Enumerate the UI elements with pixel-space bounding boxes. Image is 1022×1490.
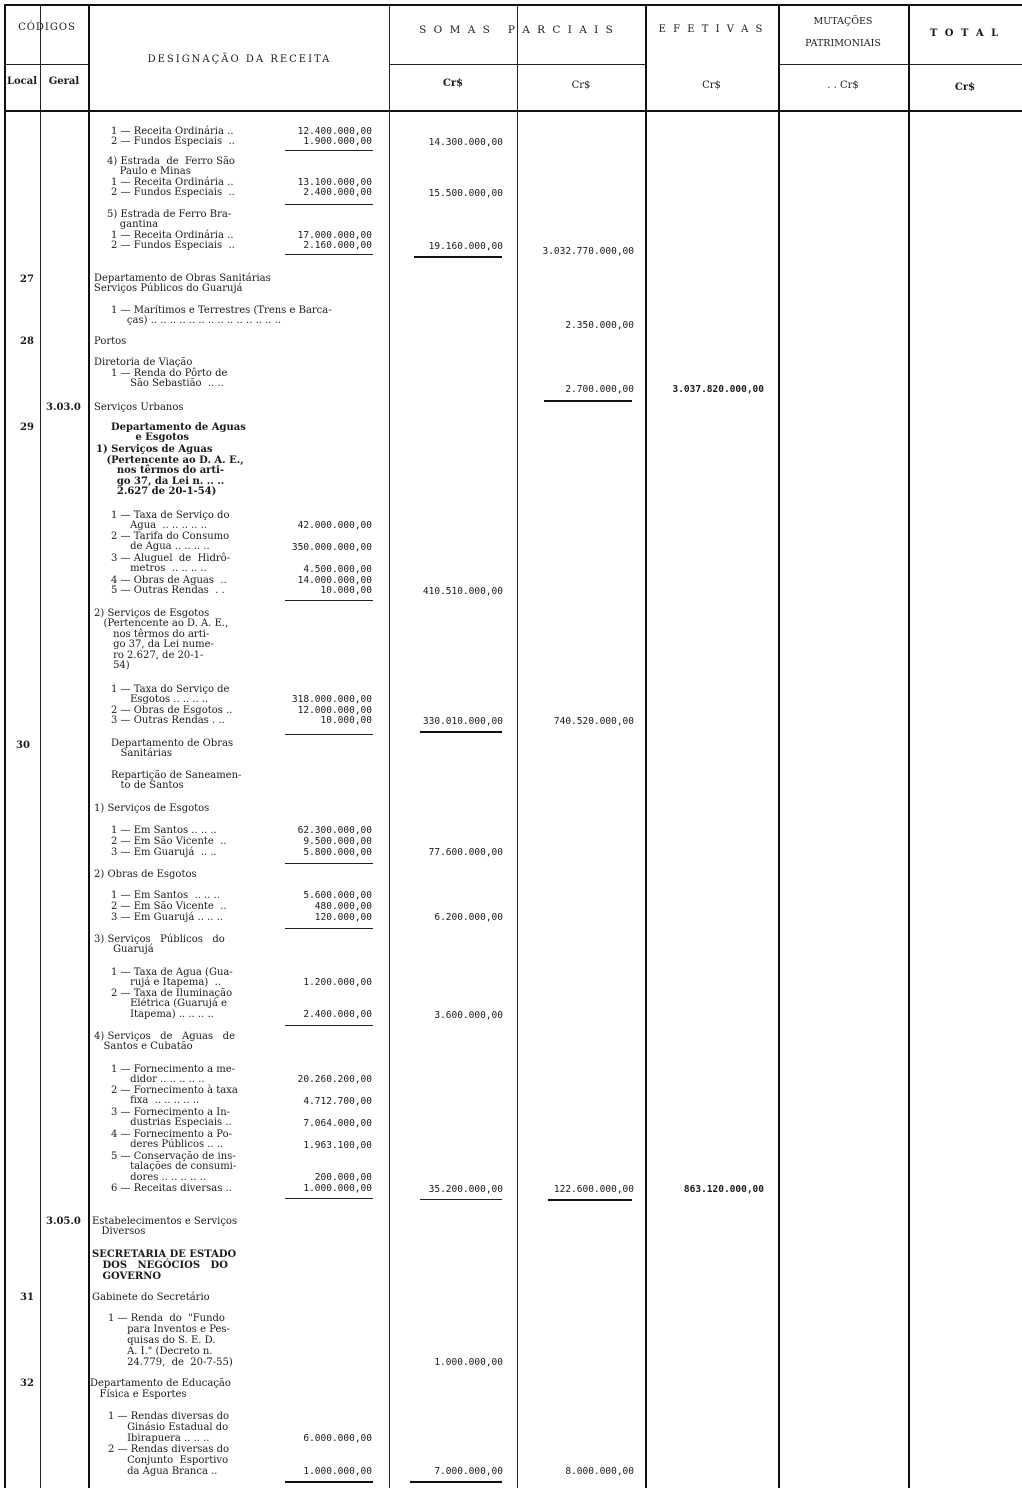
revenue-line: 1 — Receita Ordinária ..	[111, 177, 234, 188]
partial-sum: 122.600.000,00	[553, 1184, 634, 1195]
revenue-line: 1 — Fornecimento a me-	[111, 1064, 236, 1075]
item-amount: 4.500.000,00	[303, 564, 372, 575]
header-designacao: DESIGNAÇÃO DA RECEITA	[147, 54, 332, 65]
header-bottom-rule	[4, 110, 1022, 112]
code-local: 32	[20, 1378, 34, 1389]
revenue-line: 1 — Em Santos .. .. ..	[111, 890, 220, 901]
item-amount: 10.000,00	[320, 715, 372, 726]
revenue-line: deres Públicos .. ..	[111, 1139, 224, 1150]
revenue-line: DOS NEGÓCIOS DO	[92, 1260, 228, 1271]
code-local: 27	[20, 274, 34, 285]
revenue-line: 1 — Taxa de Serviço do	[111, 510, 230, 521]
item-amount: 10.000,00	[320, 585, 372, 596]
partial-sum: 7.000.000,00	[434, 1466, 503, 1477]
revenue-line: 1 — Renda do Pôrto de	[111, 368, 228, 379]
code-local: 31	[20, 1292, 34, 1303]
sum-rule	[285, 254, 373, 255]
revenue-line: Departamento de Educação	[90, 1378, 231, 1389]
sum-rule	[285, 1025, 373, 1026]
revenue-line: 2 — Fundos Especiais ..	[111, 187, 235, 198]
partial-sum: 1.000.000,00	[434, 1357, 503, 1368]
item-amount: 2.400.000,00	[303, 187, 372, 198]
column-rule	[645, 4, 647, 1488]
revenue-line: quisas do S. E. D.	[108, 1335, 216, 1346]
revenue-line: 2 — Fornecimento à taxa	[111, 1085, 238, 1096]
partial-sum: 2.700.000,00	[565, 384, 634, 395]
item-amount: 200.000,00	[314, 1172, 372, 1183]
revenue-line: 1 — Em Santos .. .. ..	[111, 825, 217, 836]
item-amount: 350.000.000,00	[291, 542, 372, 553]
revenue-line: 2 — Em São Vicente ..	[111, 836, 227, 847]
revenue-line: 2 — Tarifa do Consumo	[111, 531, 230, 542]
partial-sum: 740.520.000,00	[553, 716, 634, 727]
revenue-line: Gabinete do Secretário	[92, 1292, 210, 1303]
revenue-line: 3 — Em Guarujá .. .. ..	[111, 912, 223, 923]
column-rule	[4, 4, 6, 1488]
partial-sum: 14.300.000,00	[428, 137, 503, 148]
item-amount: 1.200.000,00	[303, 977, 372, 988]
sum-rule	[548, 1199, 632, 1201]
column-rule	[389, 4, 390, 1488]
revenue-line: de Agua .. .. .. ..	[111, 541, 210, 552]
currency-label: Cr$	[442, 78, 464, 89]
revenue-line: ro 2.627, de 20-1-	[94, 650, 204, 661]
revenue-line: Paulo e Minas	[107, 166, 191, 177]
revenue-line: go 37, da Lei n. .. ..	[96, 476, 225, 487]
item-amount: 17.000.000,00	[297, 230, 372, 241]
revenue-line: e Esgotos	[111, 432, 190, 443]
revenue-line: Diversos	[92, 1226, 146, 1237]
sum-rule	[285, 150, 373, 151]
item-amount: 13.100.000,00	[297, 177, 372, 188]
revenue-line: Elétrica (Guarujá e	[111, 998, 227, 1009]
revenue-line: 1) Serviços de Esgotos	[94, 803, 210, 814]
partial-sum: 15.500.000,00	[428, 188, 503, 199]
partial-sum: 77.600.000,00	[428, 847, 503, 858]
code-geral: 3.05.0	[46, 1216, 81, 1227]
column-rule	[517, 4, 518, 1488]
column-rule	[40, 4, 41, 1488]
item-amount: 12.000.000,00	[297, 705, 372, 716]
revenue-line: 1 — Taxa do Serviço de	[111, 684, 230, 695]
revenue-line: 1 — Renda do "Fundo	[108, 1313, 225, 1324]
header-efetivas: E F E T I V A S	[658, 24, 765, 35]
item-amount: 1.000.000,00	[303, 1466, 372, 1477]
revenue-line: Física e Esportes	[90, 1389, 187, 1400]
revenue-line: rujá e Itapema) ..	[111, 977, 221, 988]
revenue-line: Diretoria de Viação	[94, 357, 193, 368]
header-local: Local	[6, 76, 38, 87]
header-top-rule	[4, 4, 1022, 6]
header-codigos: CÓDIGOS	[18, 22, 76, 33]
currency-label: Cr$	[702, 80, 721, 91]
revenue-line: Serviços Urbanos	[94, 402, 184, 413]
header-patrimoniais: PATRIMONIAIS	[805, 38, 881, 49]
partial-sum: 3.600.000,00	[434, 1010, 503, 1021]
revenue-line: A. I." (Decreto n.	[108, 1346, 213, 1357]
revenue-line: GOVERNO	[92, 1271, 162, 1282]
revenue-line: 5 — Outras Rendas . .	[111, 585, 225, 596]
header-geral: Geral	[48, 76, 80, 87]
revenue-line: 1 — Rendas diversas do	[108, 1411, 230, 1422]
currency-label: Cr$	[571, 80, 591, 91]
revenue-line: Estabelecimentos e Serviços	[92, 1216, 238, 1227]
item-amount: 2.160.000,00	[303, 240, 372, 251]
revenue-line: para Inventos e Pes-	[108, 1324, 230, 1335]
revenue-line: 4) Estrada de Ferro São	[107, 156, 235, 167]
revenue-line: 5 — Conservação de ins-	[111, 1151, 236, 1162]
revenue-line: 2 — Fundos Especiais ..	[111, 136, 235, 147]
revenue-line: Repartição de Saneamen-	[111, 770, 242, 781]
revenue-line: 1 — Taxa de Agua (Gua-	[111, 967, 233, 978]
item-amount: 2.400.000,00	[303, 1009, 372, 1020]
revenue-line: 3 — Em Guarujá .. ..	[111, 847, 217, 858]
revenue-line: 2) Serviços de Esgotos	[94, 608, 210, 619]
revenue-line: fixa .. .. .. .. ..	[111, 1095, 200, 1106]
revenue-line: dores .. .. .. .. ..	[111, 1172, 207, 1183]
sum-rule	[285, 734, 373, 735]
sum-rule	[285, 1481, 373, 1483]
partial-sum: 410.510.000,00	[422, 586, 503, 597]
item-amount: 318.000.000,00	[291, 694, 372, 705]
sum-rule	[285, 863, 373, 864]
item-amount: 7.064.000,00	[303, 1118, 372, 1129]
code-local: 29	[20, 422, 34, 433]
sum-rule	[420, 1199, 502, 1200]
revenue-line: 3) Serviços Públicos do	[94, 934, 225, 945]
revenue-line: SECRETARIA DE ESTADO	[92, 1249, 237, 1260]
revenue-line: Departamento de Aguas	[111, 422, 246, 433]
column-rule	[778, 4, 780, 1488]
revenue-line: 5) Estrada de Ferro Bra-	[107, 209, 232, 220]
sum-rule	[285, 600, 373, 601]
revenue-line: Departamento de Obras Sanitárias	[94, 273, 271, 284]
revenue-line: talações de consumi-	[111, 1161, 237, 1172]
revenue-line: Guarujá	[94, 944, 154, 955]
revenue-line: 4) Serviços de Aguas de	[94, 1031, 235, 1042]
revenue-line: (Pertencente ao D. A. E.,	[94, 618, 229, 629]
revenue-line: Ibirapuera .. .. ..	[108, 1433, 210, 1444]
code-local: 28	[20, 336, 34, 347]
partial-sum: 3.032.770.000,00	[542, 246, 634, 257]
item-amount: 4.712.700,00	[303, 1096, 372, 1107]
revenue-line: 3 — Outras Rendas . ..	[111, 715, 225, 726]
revenue-line: Esgotos .. .. .. ..	[111, 694, 209, 705]
partial-sum: 8.000.000,00	[565, 1466, 634, 1477]
sum-rule	[285, 1198, 373, 1199]
partial-sum: 330.010.000,00	[422, 716, 503, 727]
revenue-line: 2 — Taxa de Iluminação	[111, 988, 233, 999]
revenue-line: 2 — Obras de Esgotos ..	[111, 705, 233, 716]
revenue-line: Conjunto Esportivo	[108, 1455, 229, 1466]
column-rule	[88, 4, 90, 1488]
revenue-line: nos têrmos do arti-	[94, 629, 210, 640]
revenue-line: 4 — Fornecimento a Po-	[111, 1129, 232, 1140]
revenue-line: Departamento de Obras	[111, 738, 234, 749]
sum-rule	[420, 731, 502, 733]
item-amount: 480.000,00	[314, 901, 372, 912]
revenue-line: 24.779, de 20-7-55)	[108, 1357, 233, 1368]
revenue-line: Ginásio Estadual do	[108, 1422, 229, 1433]
revenue-line: to de Santos	[111, 780, 184, 791]
mutacoes-subheader-rule	[778, 64, 1022, 65]
sum-rule	[414, 256, 502, 258]
revenue-line: 3 — Fornecimento a In-	[111, 1107, 231, 1118]
partial-sum: 35.200.000,00	[428, 1184, 503, 1195]
revenue-line: Santos e Cubatão	[94, 1041, 193, 1052]
item-amount: 9.500.000,00	[303, 836, 372, 847]
effective-amount: 863.120.000,00	[683, 1184, 764, 1195]
revenue-line: go 37, da Lei nume-	[94, 639, 214, 650]
revenue-line: Portos	[94, 336, 127, 347]
revenue-line: dustrias Especiais ..	[111, 1117, 232, 1128]
revenue-line: 3 — Aluguel de Hidrô-	[111, 553, 231, 564]
currency-label: Cr$	[954, 82, 976, 93]
partial-sum: 6.200.000,00	[434, 912, 503, 923]
item-amount: 5.800.000,00	[303, 847, 372, 858]
partial-sum: 19.160.000,00	[428, 241, 503, 252]
currency-label: . . Cr$	[827, 80, 859, 91]
header-total: T O T A L	[929, 28, 1001, 39]
revenue-line: 1 — Receita Ordinária ..	[111, 230, 234, 241]
item-amount: 1.963.100,00	[303, 1140, 372, 1151]
sum-rule	[285, 204, 373, 205]
column-rule	[908, 4, 910, 1488]
item-amount: 20.260.200,00	[297, 1074, 372, 1085]
revenue-line: Sanitárias	[111, 748, 173, 759]
item-amount: 6.000.000,00	[303, 1433, 372, 1444]
revenue-line: 2 — Fundos Especiais ..	[111, 240, 235, 251]
revenue-line: (Pertencente ao D. A. E.,	[96, 455, 244, 466]
revenue-line: 4 — Obras de Aguas ..	[111, 575, 227, 586]
item-amount: 42.000.000,00	[297, 520, 372, 531]
revenue-line: ças) .. .. .. .. .. .. .. .. .. .. .. .. .. ..	[111, 315, 281, 326]
sum-rule	[544, 400, 632, 402]
revenue-line: da Agua Branca ..	[108, 1466, 218, 1477]
revenue-line: metros .. .. .. ..	[111, 563, 207, 574]
effective-amount: 3.037.820.000,00	[672, 384, 764, 395]
revenue-line: Agua .. .. .. .. ..	[111, 520, 207, 531]
revenue-line: 1 — Marítimos e Terrestres (Trens e Barca-	[111, 305, 332, 316]
revenue-line: 2) Obras de Esgotos	[94, 869, 197, 880]
item-amount: 5.600.000,00	[303, 890, 372, 901]
revenue-line: nos têrmos do arti-	[96, 465, 225, 476]
item-amount: 1.000.000,00	[303, 1183, 372, 1194]
item-amount: 12.400.000,00	[297, 126, 372, 137]
revenue-line: 2.627 de 20-1-54)	[96, 486, 217, 497]
revenue-line: São Sebastião .. ..	[111, 378, 224, 389]
header-mutacoes: MUTAÇÕES	[813, 16, 873, 27]
partial-sum: 2.350.000,00	[565, 320, 634, 331]
revenue-line: didor .. .. .. .. ..	[111, 1074, 205, 1085]
revenue-line: Serviços Públicos do Guarujá	[94, 283, 243, 294]
item-amount: 1.900.000,00	[303, 136, 372, 147]
revenue-line: 2 — Rendas diversas do	[108, 1444, 230, 1455]
revenue-line: 1 — Receita Ordinária ..	[111, 126, 234, 137]
sum-rule	[410, 1481, 502, 1483]
item-amount: 14.000.000,00	[297, 575, 372, 586]
sum-rule	[285, 928, 373, 929]
revenue-line: 54)	[94, 660, 130, 671]
somas-subheader-rule	[389, 64, 645, 65]
revenue-line: gantina	[107, 219, 159, 230]
item-amount: 120.000,00	[314, 912, 372, 923]
revenue-line: 2 — Em São Vicente ..	[111, 901, 227, 912]
code-geral: 3.03.0	[46, 402, 81, 413]
codes-subheader-rule	[4, 64, 88, 65]
code-local: 30	[16, 740, 30, 751]
revenue-line: Itapema) .. .. .. ..	[111, 1009, 214, 1020]
header-somas-parciais: S O M A S P A R C I A I S	[419, 24, 615, 36]
revenue-line: 1) Serviços de Aguas	[96, 444, 213, 455]
item-amount: 62.300.000,00	[297, 825, 372, 836]
revenue-line: 6 — Receitas diversas ..	[111, 1183, 232, 1194]
